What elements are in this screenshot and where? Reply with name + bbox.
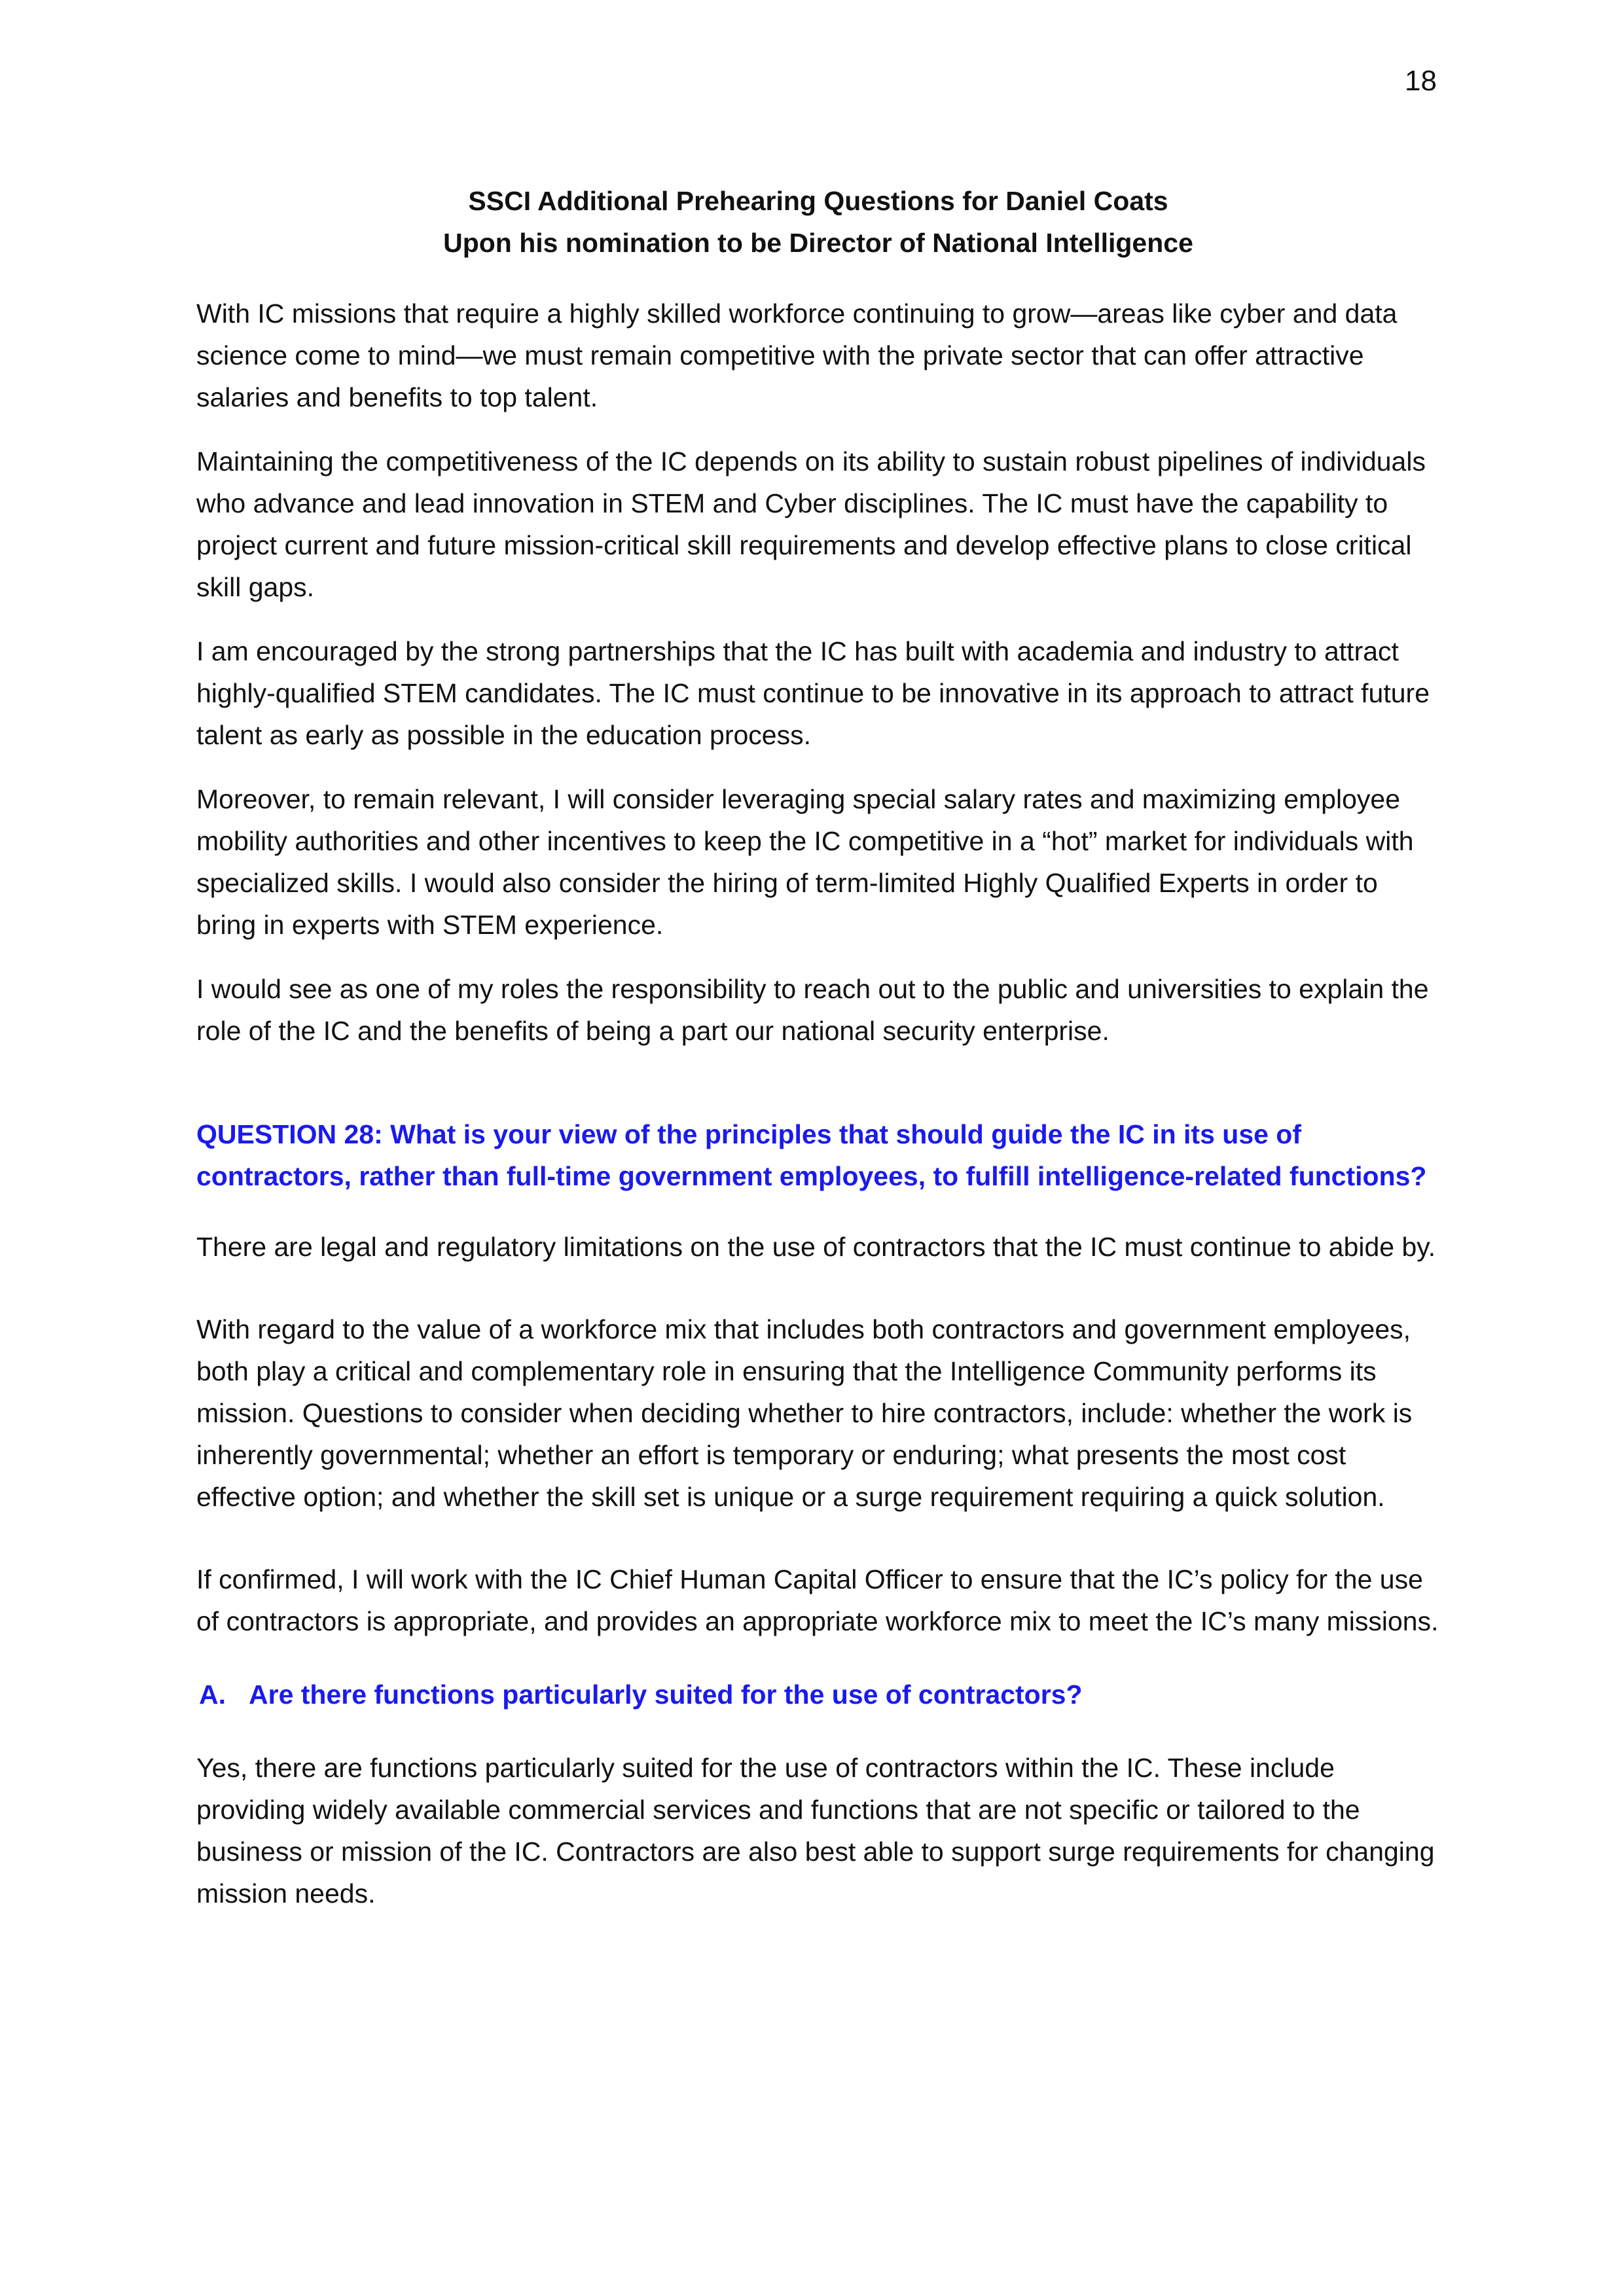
- answer-a-paragraph: Yes, there are functions particularly suited for the use of contractors within the IC. These include providing widely available commercial services and functions that are not specific or tailored to the business or mission of the IC. Contractors are also best able to support surge requirements for changing mission needs.: [196, 1753, 1435, 1909]
- document-header: [196, 180, 1440, 264]
- page-number: 18: [1405, 65, 1437, 97]
- sub-question-text: Are there functions particularly suited for the use of contractors?: [249, 1679, 1083, 1710]
- paragraph: Moreover, to remain relevant, I will consider leveraging special salary rates and maximizing employee mobility authorities and other incentives to keep the IC competitive in a “hot” market for individuals with specialized skills. I would also consider the hiring of term-limited Highly Qualified Experts in order to bring in experts with STEM experience.: [196, 784, 1414, 940]
- sub-question-a: [196, 1674, 1440, 1715]
- header-title: SSCI Additional Prehearing Questions for Daniel Coats: [468, 186, 1168, 216]
- page-content: [196, 180, 1440, 1937]
- sub-question-letter: A.: [199, 1679, 226, 1710]
- question-28: QUESTION 28: What is your view of the principles that should guide the IC in its use of contractors, rather than full-time government employees, to fulfill intelligence-related functions?: [196, 1119, 1427, 1191]
- paragraph: Maintaining the competitiveness of the IC depends on its ability to sustain robust pipelines of individuals who advance and lead innovation in STEM and Cyber disciplines. The IC must have the capability to project current and future mission-critical skill requirements and develop effective plans to close critical skill gaps.: [196, 446, 1426, 602]
- paragraph: I would see as one of my roles the responsibility to reach out to the public and universities to explain the role of the IC and the benefits of being a part our national security enterprise.: [196, 974, 1429, 1046]
- paragraph: I am encouraged by the strong partnerships that the IC has built with academia and industry to attract highly-qualified STEM candidates. The IC must continue to be innovative in its approach to attract future talent as early as possible in the education process.: [196, 636, 1430, 750]
- answer-paragraph: There are legal and regulatory limitations on the use of contractors that the IC must continue to abide by.: [196, 1232, 1436, 1262]
- header-subtitle: Upon his nomination to be Director of National Intelligence: [443, 228, 1193, 258]
- paragraph: With IC missions that require a highly skilled workforce continuing to grow—areas like cyber and data science come to mind—we must remain competitive with the private sector that can offer attractive salaries and benefits to top talent.: [196, 298, 1398, 412]
- answer-paragraph: If confirmed, I will work with the IC Chief Human Capital Officer to ensure that the IC’s policy for the use of contractors is appropriate, and provides an appropriate workforce mix to meet the IC’s many missions.: [196, 1564, 1439, 1636]
- answer-paragraph: With regard to the value of a workforce mix that includes both contractors and government employees, both play a critical and complementary role in ensuring that the Intelligence Community performs its mission. Questions to consider when deciding whether to hire contractors, include: whether the work is inherently governmental; whether an effort is temporary or enduring; what presents the most cost effective option; and whether the skill set is unique or a surge requirement requiring a quick solution.: [196, 1314, 1413, 1512]
